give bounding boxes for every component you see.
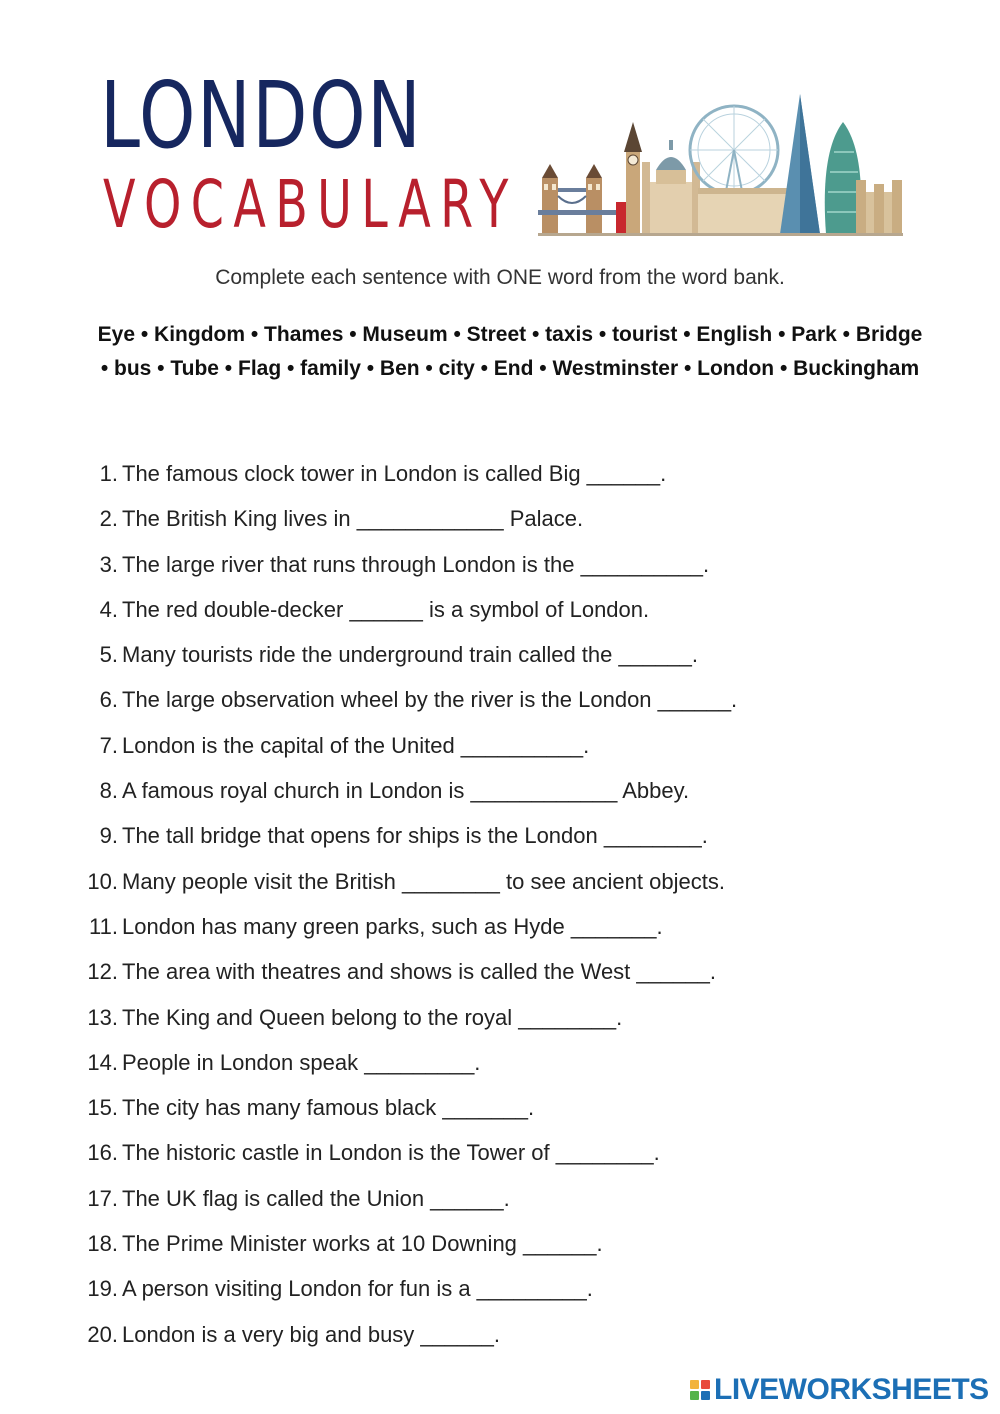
question-number: 9.: [99, 823, 118, 849]
question-text: The historic castle in London is the Tower of ________.: [122, 1140, 660, 1166]
question-item: [0, 1040, 1000, 1085]
question-item: [0, 859, 1000, 904]
question-text: The area with theatres and shows is called the West ______.: [122, 959, 716, 985]
question-text: The Prime Minister works at 10 Downing ______.: [122, 1231, 603, 1257]
question-number: 17.: [87, 1185, 118, 1211]
question-number: 16.: [87, 1140, 118, 1166]
question-text: The tall bridge that opens for ships is the London ________.: [122, 823, 708, 849]
question-number: 15.: [87, 1095, 118, 1121]
question-number: 13.: [87, 1004, 118, 1030]
question-text: Many tourists ride the underground train called the ______.: [122, 642, 699, 668]
question-item: [0, 813, 1000, 858]
question-item: [0, 451, 1000, 496]
question-item: [0, 496, 1000, 541]
question-text: London is the capital of the United __________.: [122, 732, 590, 758]
question-text: The city has many famous black _______.: [122, 1095, 535, 1121]
question-item: [0, 949, 1000, 994]
question-number: 8.: [99, 778, 118, 804]
big-ben-icon: [624, 122, 642, 234]
question-item: [0, 632, 1000, 677]
question-item: [0, 904, 1000, 949]
question-number: 5.: [99, 642, 118, 668]
question-item: [0, 768, 1000, 813]
question-text: The famous clock tower in London is called Big ______.: [122, 461, 667, 486]
question-number: 20.: [87, 1321, 118, 1347]
question-text: People in London speak _________.: [122, 1049, 481, 1075]
london-skyline-illustration: [538, 92, 903, 240]
question-text: A person visiting London for fun is a _________.: [122, 1276, 593, 1302]
question-number: 1.: [99, 461, 118, 486]
question-number: 12.: [87, 959, 118, 985]
question-text: The large river that runs through London is the __________.: [122, 551, 710, 577]
question-item: [0, 1266, 1000, 1311]
word-bank: Eye • Kingdom • Thames • Museum • Street • taxis • tourist • English • Park • Bridge • bus • Tube • Flag • family • Ben • city • End • Westminster • London • Buckingham: [97, 323, 923, 380]
question-item: [0, 995, 1000, 1040]
question-number: 6.: [99, 687, 118, 713]
question-number: 18.: [87, 1231, 118, 1257]
question-item: [0, 677, 1000, 722]
question-text: The British King lives in ____________ Palace.: [122, 506, 584, 532]
phone-box-icon: [616, 202, 626, 234]
question-text: London has many green parks, such as Hyde _______.: [122, 913, 663, 939]
question-text: Many people visit the British ________ to see ancient objects.: [122, 868, 725, 894]
question-text: The red double-decker ______ is a symbol of London.: [122, 596, 650, 622]
question-number: 19.: [87, 1276, 118, 1302]
question-number: 7.: [99, 732, 118, 758]
tower-of-london-icon: [856, 180, 902, 234]
question-text: The large observation wheel by the river is the London ______.: [122, 687, 738, 713]
question-number: 10.: [87, 868, 118, 894]
page-title-london: LONDON: [100, 62, 423, 169]
question-item: [0, 1312, 1000, 1357]
instruction-text: Complete each sentence with ONE word from the word bank.: [215, 266, 785, 289]
question-item: [0, 1176, 1000, 1221]
question-item: [0, 723, 1000, 768]
question-item: [0, 1221, 1000, 1266]
liveworksheets-logo-icon: [690, 1380, 710, 1400]
tower-bridge-icon: [538, 164, 622, 234]
question-number: 4.: [99, 596, 118, 622]
question-number: 14.: [87, 1049, 118, 1075]
question-list: [0, 451, 1000, 1357]
question-number: 11.: [89, 913, 118, 939]
question-item: [0, 1085, 1000, 1130]
gherkin-icon: [825, 122, 861, 234]
question-item: [0, 1130, 1000, 1175]
question-text: London is a very big and busy ______.: [122, 1321, 500, 1347]
question-item: [0, 587, 1000, 632]
question-text: The King and Queen belong to the royal ________.: [122, 1004, 623, 1030]
liveworksheets-logo[interactable]: [690, 1372, 989, 1408]
question-item: [0, 542, 1000, 587]
question-text: A famous royal church in London is ____________ Abbey.: [122, 778, 690, 804]
question-text: The UK flag is called the Union ______.: [122, 1185, 510, 1211]
question-number: 2.: [99, 506, 118, 532]
question-number: 3.: [99, 551, 118, 577]
page-title-vocabulary: VOCABULARY: [103, 166, 518, 243]
logo-text: LIVEWORKSHEETS: [714, 1373, 989, 1406]
